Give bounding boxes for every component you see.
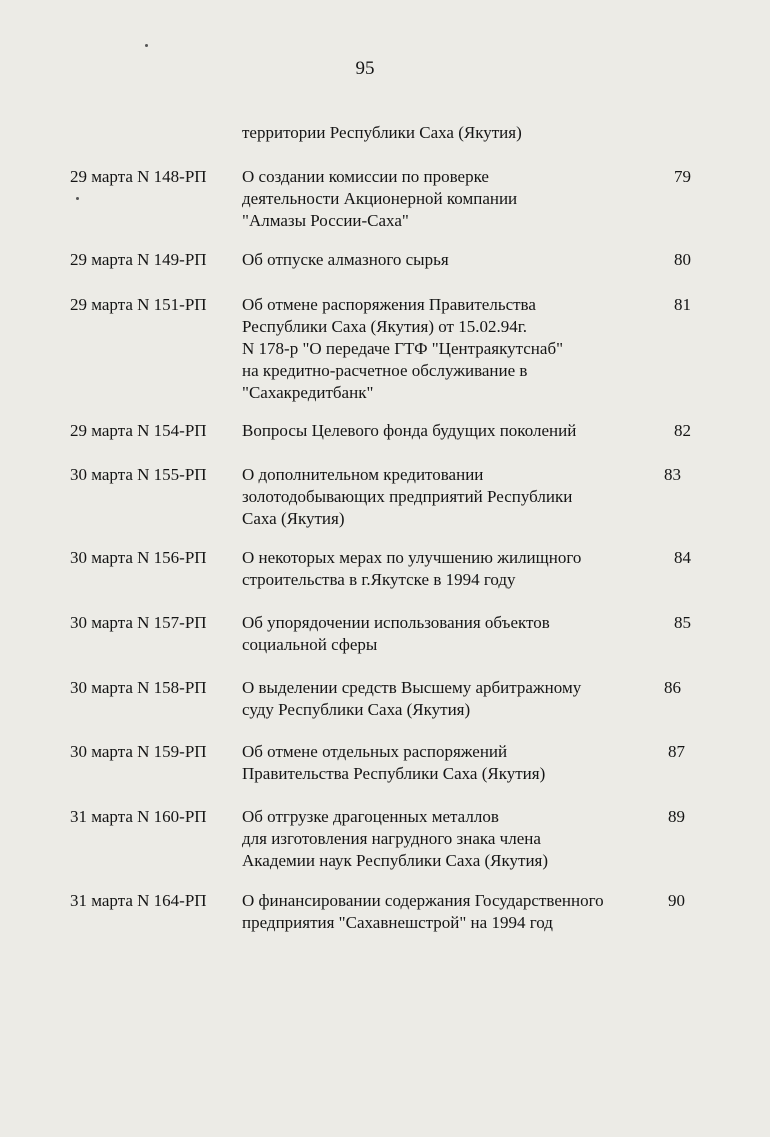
decree-page-number: 90 <box>668 891 685 910</box>
decree-title-line: суду Республики Саха (Якутия) <box>242 700 471 719</box>
decree-title-line: Об отмене распоряжения Правительства <box>242 295 536 314</box>
decree-date: 31 марта <box>70 891 133 910</box>
decree-date: 30 марта <box>70 742 133 761</box>
decree-page-number: 79 <box>674 167 691 186</box>
decree-title <box>242 612 550 656</box>
decree-date: 30 марта <box>70 465 133 484</box>
decree-page-number: 89 <box>668 807 685 826</box>
decree-date: 30 марта <box>70 678 133 697</box>
decree-title-line: Правительства Республики Саха (Якутия) <box>242 764 546 783</box>
decree-page-number: 81 <box>674 295 691 314</box>
decree-title-line: Об отгрузке драгоценных металлов <box>242 807 499 826</box>
decree-date: 29 марта <box>70 421 133 440</box>
decree-title <box>242 890 604 934</box>
decree-date-number <box>70 806 207 828</box>
decree-date: 29 марта <box>70 167 133 186</box>
decree-title-line: предприятия "Сахавнешстрой" на 1994 год <box>242 913 553 932</box>
decree-title-line: деятельности Акционерной компании <box>242 189 518 208</box>
decree-title-line: Академии наук Республики Саха (Якутия) <box>242 851 549 870</box>
decree-date-number <box>70 890 207 912</box>
decree-title-line: Об упорядочении использования объектов <box>242 613 550 632</box>
decree-date-number <box>70 741 207 763</box>
decree-date: 30 марта <box>70 548 133 567</box>
decree-title <box>242 547 581 591</box>
decree-title-line: строительства в г.Якутске в 1994 году <box>242 570 516 589</box>
decree-title <box>242 806 548 872</box>
decree-date: 29 марта <box>70 250 133 269</box>
page-number: 95 <box>355 58 375 79</box>
decree-date-number <box>70 547 207 569</box>
decree-date: 30 марта <box>70 613 133 632</box>
decree-title-line: N 178-р "О передаче ГТФ "Центраякутснаб" <box>242 339 564 358</box>
decree-date-number <box>70 166 207 188</box>
decree-title <box>242 294 563 404</box>
decree-title <box>242 677 581 721</box>
decree-title <box>242 464 572 530</box>
decree-title-line: О дополнительном кредитовании <box>242 465 484 484</box>
decree-title-line: Об отпуске алмазного сырья <box>242 250 449 269</box>
decree-date-number <box>70 677 207 699</box>
decree-number: N 160-РП <box>137 807 207 826</box>
decree-title-line: социальной сферы <box>242 635 378 654</box>
decree-date: 31 марта <box>70 807 133 826</box>
decree-number: N 158-РП <box>137 678 207 697</box>
decree-title-line: О выделении средств Высшему арбитражному <box>242 678 582 697</box>
decree-date-number <box>70 464 207 486</box>
decree-title-line: Саха (Якутия) <box>242 509 345 528</box>
decree-title <box>242 741 545 785</box>
decree-date-number <box>70 294 207 316</box>
scan-speck <box>145 44 148 47</box>
decree-date-number <box>70 249 207 271</box>
decree-page-number: 83 <box>664 465 681 484</box>
decree-title-line: на кредитно-расчетное обслуживание в <box>242 361 528 380</box>
decree-title-line: О некоторых мерах по улучшению жилищного <box>242 548 582 567</box>
decree-title-line: золотодобывающих предприятий Республики <box>242 487 573 506</box>
decree-page-number: 87 <box>668 742 685 761</box>
decree-number: N 151-РП <box>137 295 207 314</box>
decree-title <box>242 166 517 232</box>
decree-number: N 149-РП <box>137 250 207 269</box>
decree-title-line: для изготовления нагрудного знака члена <box>242 829 541 848</box>
decree-title <box>242 249 449 271</box>
decree-date-number <box>70 420 207 442</box>
decree-title-line: Республики Саха (Якутия) от 15.02.94г. <box>242 317 528 336</box>
decree-number: N 156-РП <box>137 548 207 567</box>
decree-title <box>242 420 576 442</box>
decree-date-number <box>70 612 207 634</box>
decree-number: N 164-РП <box>137 891 207 910</box>
decree-title-line: "Алмазы России-Саха" <box>242 211 409 230</box>
decree-page-number: 80 <box>674 250 691 269</box>
decree-number: N 159-РП <box>137 742 207 761</box>
decree-page-number: 84 <box>674 548 691 567</box>
decree-page-number: 86 <box>664 678 681 697</box>
decree-number: N 148-РП <box>137 167 207 186</box>
decree-date: 29 марта <box>70 295 133 314</box>
decree-number: N 157-РП <box>137 613 207 632</box>
decree-title-line: Об отмене отдельных распоряжений <box>242 742 508 761</box>
decree-page-number: 85 <box>674 613 691 632</box>
decree-title-line: "Сахакредитбанк" <box>242 383 374 402</box>
decree-title-line: О создании комиссии по проверке <box>242 167 489 186</box>
decree-page-number: 82 <box>674 421 691 440</box>
continuation-text: территории Республики Саха (Якутия) <box>242 123 522 142</box>
decree-number: N 155-РП <box>137 465 207 484</box>
decree-title-line: Вопросы Целевого фонда будущих поколений <box>242 421 577 440</box>
decree-number: N 154-РП <box>137 421 207 440</box>
decree-title-line: О финансировании содержания Государственного <box>242 891 604 910</box>
scan-speck <box>76 197 79 200</box>
